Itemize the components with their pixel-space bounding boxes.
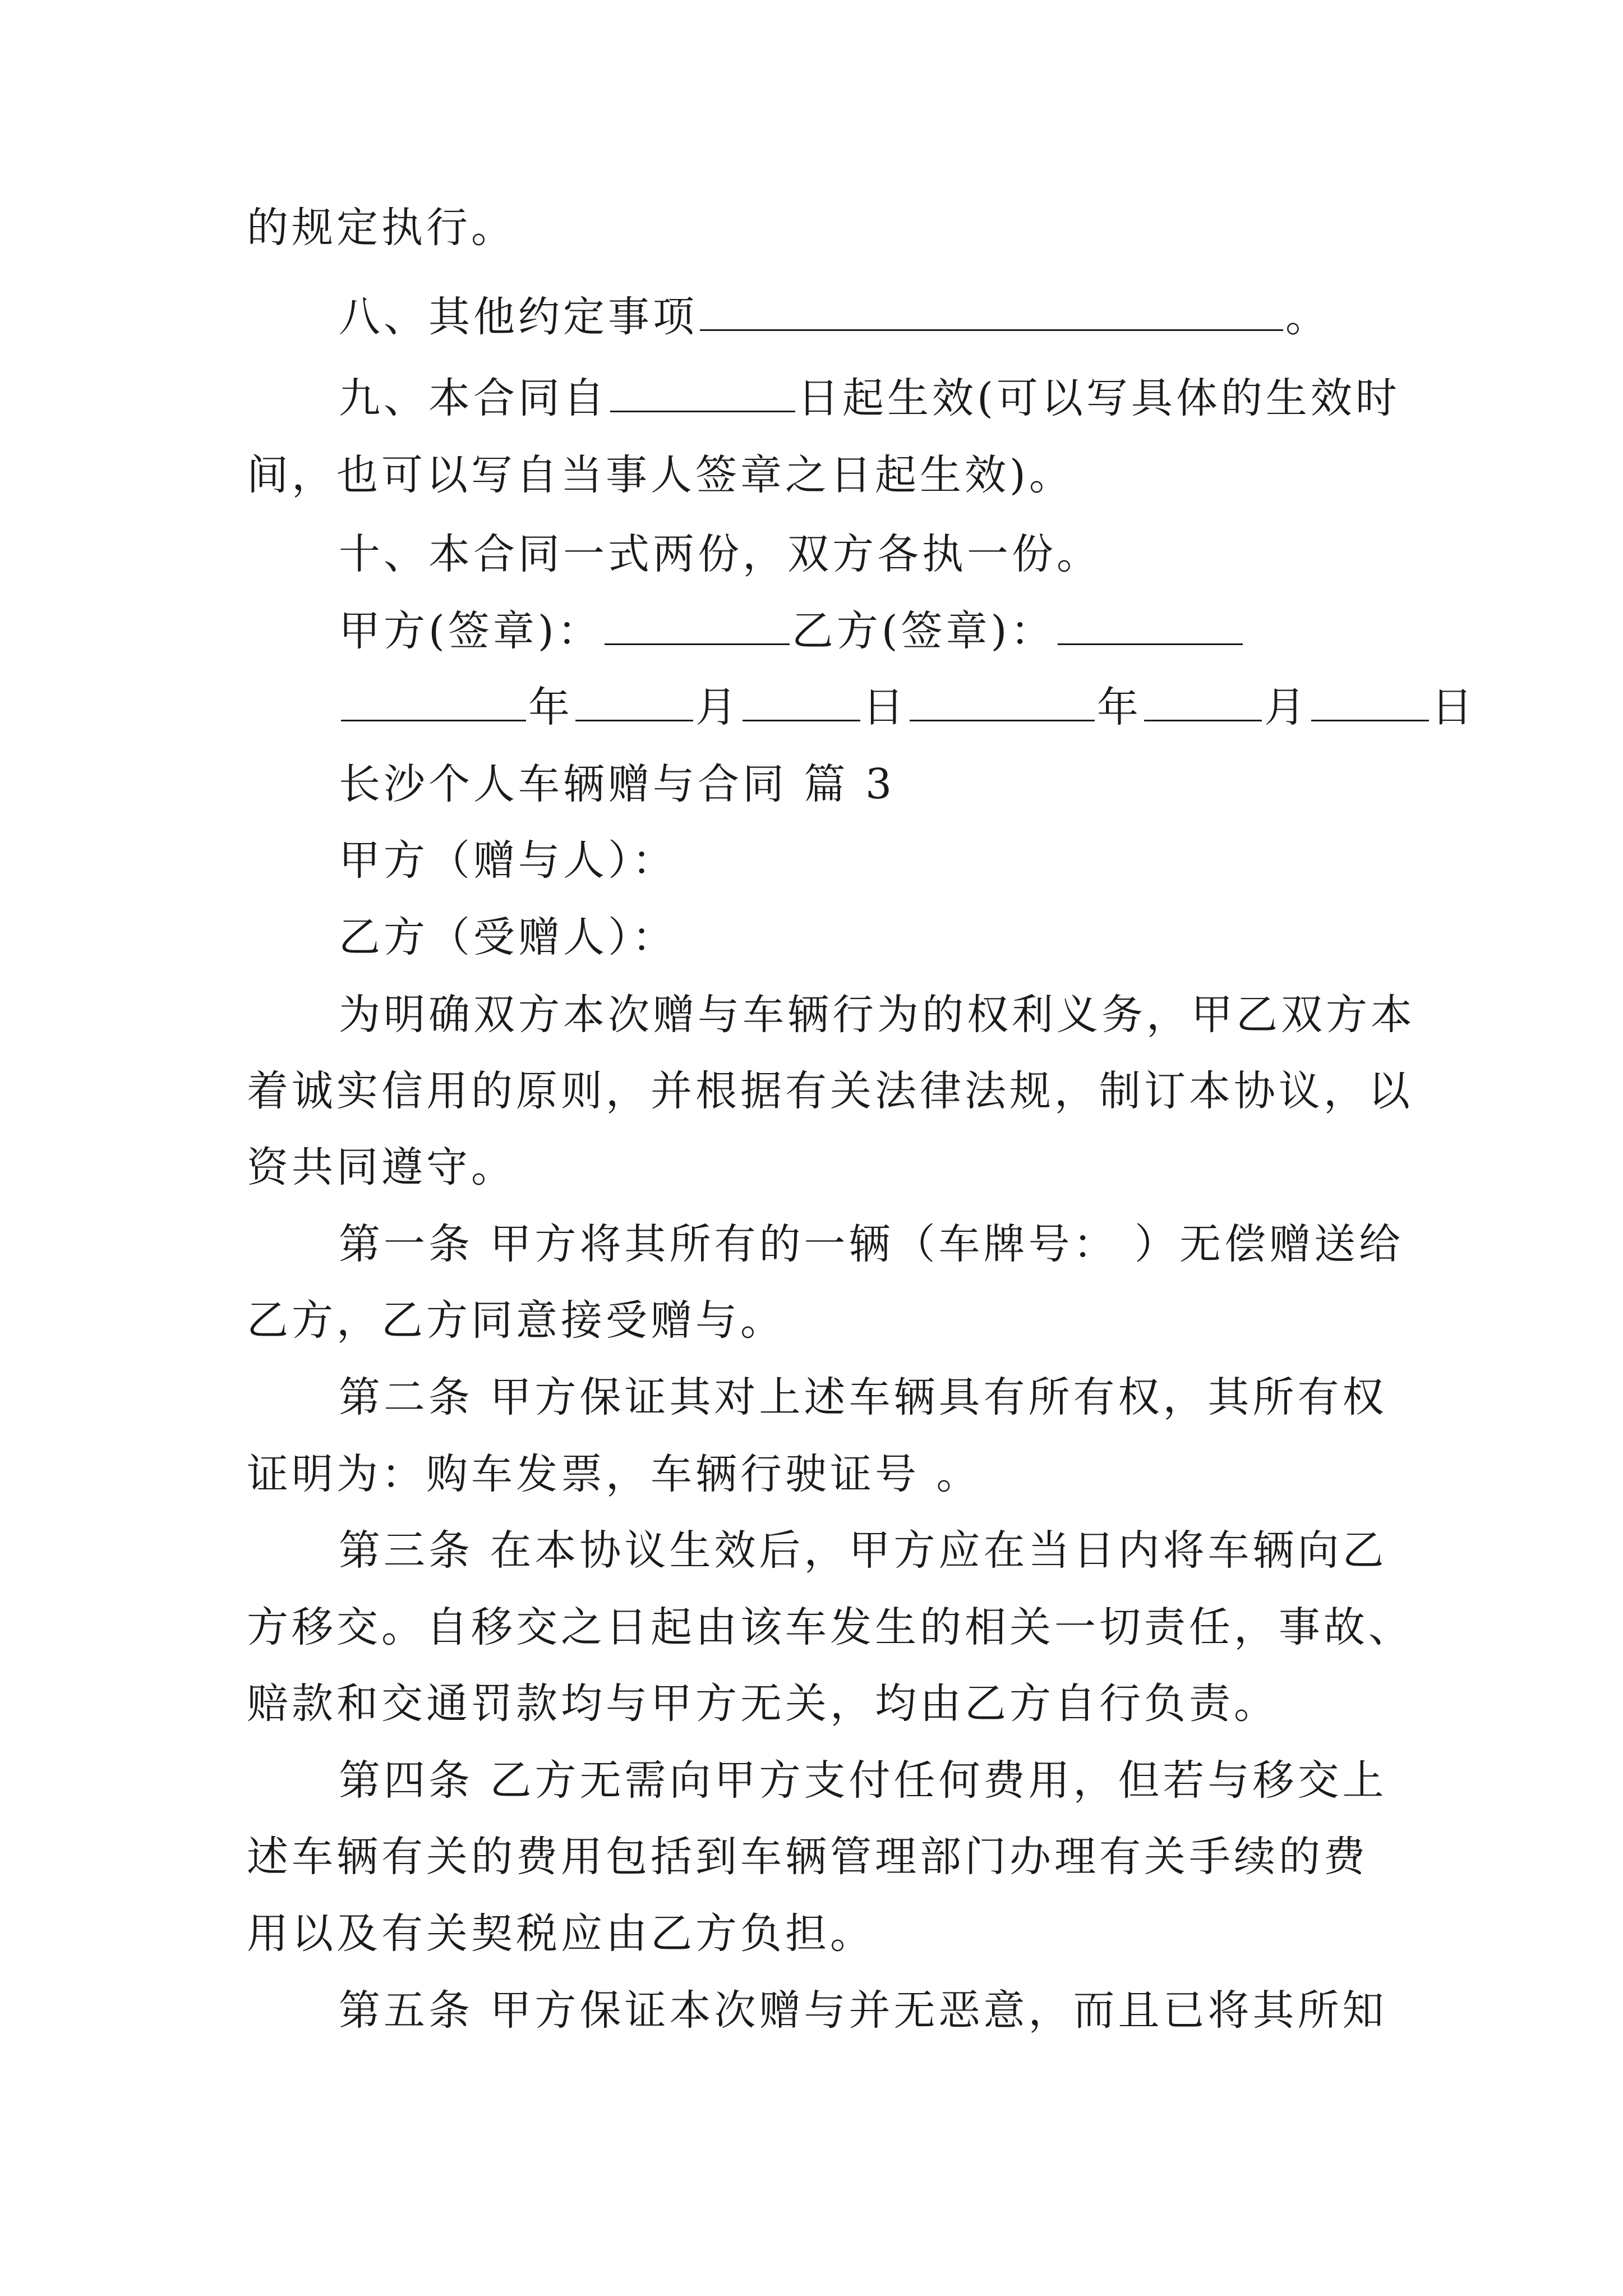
clause-nine [339, 370, 1400, 426]
text-span: 长沙个人车辆赠与合同 篇 3 [339, 760, 896, 808]
text-line [247, 1063, 1413, 1119]
article-three [339, 1522, 1387, 1579]
date-line [339, 679, 1476, 735]
section-heading [339, 756, 895, 812]
text-span: 述车辆有关的费用包括到车辆管理部门办理有关手续的费 [247, 1833, 1368, 1881]
text-span: 。 [1285, 293, 1330, 341]
party-a-label: 甲方(签章)： [339, 607, 602, 655]
text-line [247, 1599, 1413, 1655]
party-b-line [339, 909, 677, 965]
text-span: 方移交。自移交之日起由该车发生的相关一切责任，事故、 [247, 1603, 1413, 1651]
text-span: 八、其他约定事项 [339, 293, 698, 341]
article-two [339, 1369, 1387, 1425]
text-line [247, 1676, 1279, 1732]
date-blank [743, 685, 860, 721]
text-span: 第三条 在本协议生效后，甲方应在当日内将车辆向乙 [339, 1526, 1387, 1575]
date-blank [910, 685, 1095, 721]
text-span: 用以及有关契税应由乙方负担。 [247, 1910, 875, 1958]
text-span: 第四条 乙方无需向甲方支付任何费用，但若与移交上 [339, 1756, 1387, 1805]
date-blank [1144, 685, 1262, 721]
text-span: 资共同遵守。 [247, 1143, 516, 1191]
signature-blank [1058, 609, 1243, 645]
day-label: 日 [863, 683, 907, 731]
text-span: 日起生效(可以写具体的生效时 [797, 374, 1400, 422]
text-span: 证明为：购车发票，车辆行驶证号 。 [247, 1450, 981, 1498]
clause-eight [339, 289, 1330, 345]
text-line [247, 1906, 875, 1962]
signature-blank [605, 609, 790, 645]
text-span: 赔款和交通罚款均与甲方无关，均由乙方自行负责。 [247, 1680, 1279, 1728]
text-line [247, 1446, 981, 1502]
date-blank [575, 685, 693, 721]
text-line [339, 987, 1415, 1043]
month-label: 月 [695, 683, 740, 731]
article-one [339, 1216, 1404, 1272]
text-span: 乙方（受赠人）： [339, 913, 677, 961]
signature-line [339, 603, 1245, 659]
text-span: 第五条 甲方保证本次赠与并无恶意，而且已将其所知 [339, 1986, 1387, 2035]
text-line [247, 1139, 516, 1195]
text-span: 九、本合同自 [339, 374, 608, 422]
text-line [247, 1829, 1368, 1885]
text-line [247, 447, 1074, 503]
text-span: 着诚实信用的原则，并根据有关法律法规，制订本协议，以 [247, 1067, 1413, 1115]
text-span: 甲方（赠与人）： [339, 836, 677, 885]
article-five [339, 1982, 1387, 2039]
text-span: 的规定执行。 [247, 204, 516, 252]
day-label: 日 [1431, 683, 1476, 731]
text-span: 间，也可以写自当事人签章之日起生效)。 [247, 451, 1074, 499]
date-blank [1311, 685, 1429, 721]
text-span: 为明确双方本次赠与车辆行为的权利义务，甲乙双方本 [339, 991, 1415, 1039]
year-label: 年 [1097, 683, 1142, 731]
text-line [247, 1292, 785, 1349]
text-span: 第二条 甲方保证其对上述车辆具有所有权，其所有权 [339, 1373, 1387, 1421]
text-line [247, 200, 516, 256]
party-b-label: 乙方(签章)： [791, 607, 1055, 655]
date-blank [341, 685, 526, 721]
text-span: 第一条 甲方将其所有的一辆（车牌号： ）无偿赠送给 [339, 1220, 1404, 1268]
month-label: 月 [1264, 683, 1309, 731]
fill-in-blank [610, 376, 795, 412]
clause-ten [339, 526, 1101, 582]
fill-in-blank [700, 295, 1283, 331]
text-span: 乙方，乙方同意接受赠与。 [247, 1296, 785, 1345]
party-a-line [339, 832, 677, 889]
year-label: 年 [528, 683, 573, 731]
text-span: 十、本合同一式两份，双方各执一份。 [339, 530, 1101, 578]
article-four [339, 1752, 1387, 1809]
